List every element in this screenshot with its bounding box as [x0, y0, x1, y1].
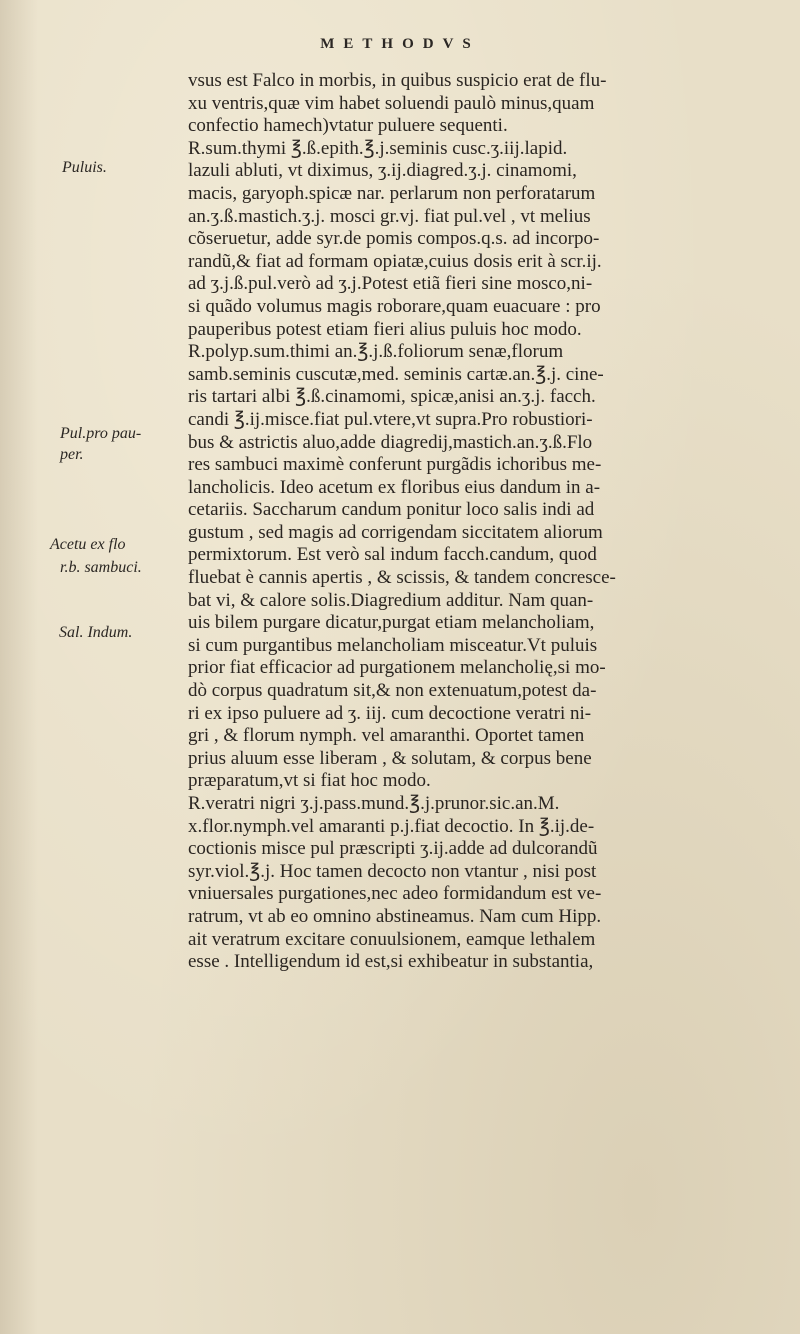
text-line: R.veratri nigri ʒ.j.pass.mund.℥.j.prunor.sic.an.M. — [188, 793, 560, 814]
margin-note-sal-indum: Sal. Indum. — [59, 624, 133, 641]
text-line: ait veratrum excitare conuulsionem, eamque lethalem — [188, 928, 596, 950]
text-line: macis, garyoph.spicæ nar. perlarum non perforatarum — [188, 182, 596, 204]
text-line: lancholicis. Ideo acetum ex floribus eius dandum in a- — [188, 476, 601, 498]
text-line: uis bilem purgare dicatur,purgat etiam melancholiam, — [188, 612, 595, 634]
text-line: vniuersales purgationes,nec adeo formidandum est ve- — [188, 883, 602, 905]
margin-note-acetum: Acetu ex flo — [50, 536, 126, 553]
text-line: cõseruetur, adde syr.de pomis compos.q.s. ad incorpo- — [188, 228, 600, 250]
margin-note-acetum-cont: r.b. sambuci. — [60, 559, 142, 576]
text-line: ad ʒ.j.ß.pul.verò ad ʒ.j.Potest etiã fieri sine mosco,ni- — [188, 273, 593, 295]
text-line: coctionis misce pul præscripti ʒ.ij.adde ad dulcorandũ — [188, 838, 598, 860]
text-line: xu ventris,quæ vim habet soluendi paulò minus,quam — [188, 92, 595, 114]
text-line: dò corpus quadratum sit,& non extenuatum,potest da- — [188, 680, 597, 702]
text-line: pauperibus potest etiam fieri alius puluis hoc modo. — [188, 318, 582, 340]
margin-note-puluis: Puluis. — [62, 159, 107, 176]
text-line: vsus est Falco in morbis, in quibus suspicio erat de flu- — [188, 70, 607, 91]
text-line: bus & astrictis aluo,adde diagredij,mastich.an.ʒ.ß.Flo — [188, 431, 593, 453]
text-line: R.polyp.sum.thimi an.℥.j.ß.foliorum senæ,florum — [188, 341, 564, 363]
text-line: præparatum,vt si fiat hoc modo. — [188, 770, 431, 792]
running-header: METHODVS — [320, 36, 480, 52]
text-line: gri , & florum nymph. vel amaranthi. Oportet tamen — [188, 725, 585, 747]
text-line: lazuli abluti, vt diximus, ʒ.ij.diagred.ʒ.j. cinamomi, — [188, 160, 577, 182]
margin-note-pul-pro-pauper-cont: per. — [60, 446, 84, 463]
text-line: R.sum.thymi ℥.ß.epith.℥.j.seminis cusc.ʒ.iij.lapid. — [188, 137, 568, 159]
text-line: bat vi, & calore solis.Diagredium additur. Nam quan- — [188, 589, 594, 611]
text-line: syr.viol.℥.j. Hoc tamen decocto non vtantur , nisi post — [188, 860, 597, 882]
page-gutter-shadow — [0, 0, 38, 1334]
text-line: confectio hamech)vtatur puluere sequenti. — [188, 115, 508, 137]
text-line: esse . Intelligendum id est,si exhibeatur in substantia, — [188, 951, 594, 973]
text-line: ratrum, vt ab eo omnino abstineamus. Nam cum Hipp. — [188, 905, 602, 927]
body-text — [188, 70, 788, 974]
text-line: gustum , sed magis ad corrigendam siccitatem aliorum — [188, 521, 603, 543]
text-line: candi ℥.ij.misce.fiat pul.vtere,vt supra.Pro robustiori- — [188, 408, 593, 430]
text-line: randũ,& fiat ad formam opiatæ,cuius dosis erit à scr.ij. — [188, 250, 602, 272]
text-line: si quãdo volumus magis roborare,quam euacuare : pro — [188, 295, 601, 317]
text-line: prius aluum esse liberam , & solutam, & corpus bene — [188, 747, 592, 769]
text-line: permixtorum. Est verò sal indum facch.candum, quod — [188, 544, 597, 566]
text-line: ris tartari albi ℥.ß.cinamomi, spicæ,anisi an.ʒ.j. facch. — [188, 386, 596, 408]
text-line: prior fiat efficacior ad purgationem melancholię,si mo- — [188, 657, 606, 679]
text-line: cetariis. Saccharum candum ponitur loco salis indi ad — [188, 499, 595, 521]
text-line: si cum purgantibus melancholiam misceatur.Vt puluis — [188, 634, 598, 656]
text-line: x.flor.nymph.vel amaranti p.j.fiat decoctio. In ℥.ij.de- — [188, 815, 595, 837]
text-line: ri ex ipso puluere ad ʒ. iij. cum decoctione veratri ni- — [188, 702, 592, 724]
text-line: samb.seminis cuscutæ,med. seminis cartæ.an.℥.j. cine- — [188, 363, 604, 385]
margin-note-pul-pro-pauper: Pul.pro pau- — [60, 425, 142, 442]
text-line: fluebat è cannis apertis , & scissis, & tandem concresce- — [188, 567, 616, 589]
text-line: res sambuci maximè conferunt purgãdis ichoribus me- — [188, 454, 602, 476]
text-line: an.ʒ.ß.mastich.ʒ.j. mosci gr.vj. fiat pul.vel , vt melius — [188, 205, 591, 227]
